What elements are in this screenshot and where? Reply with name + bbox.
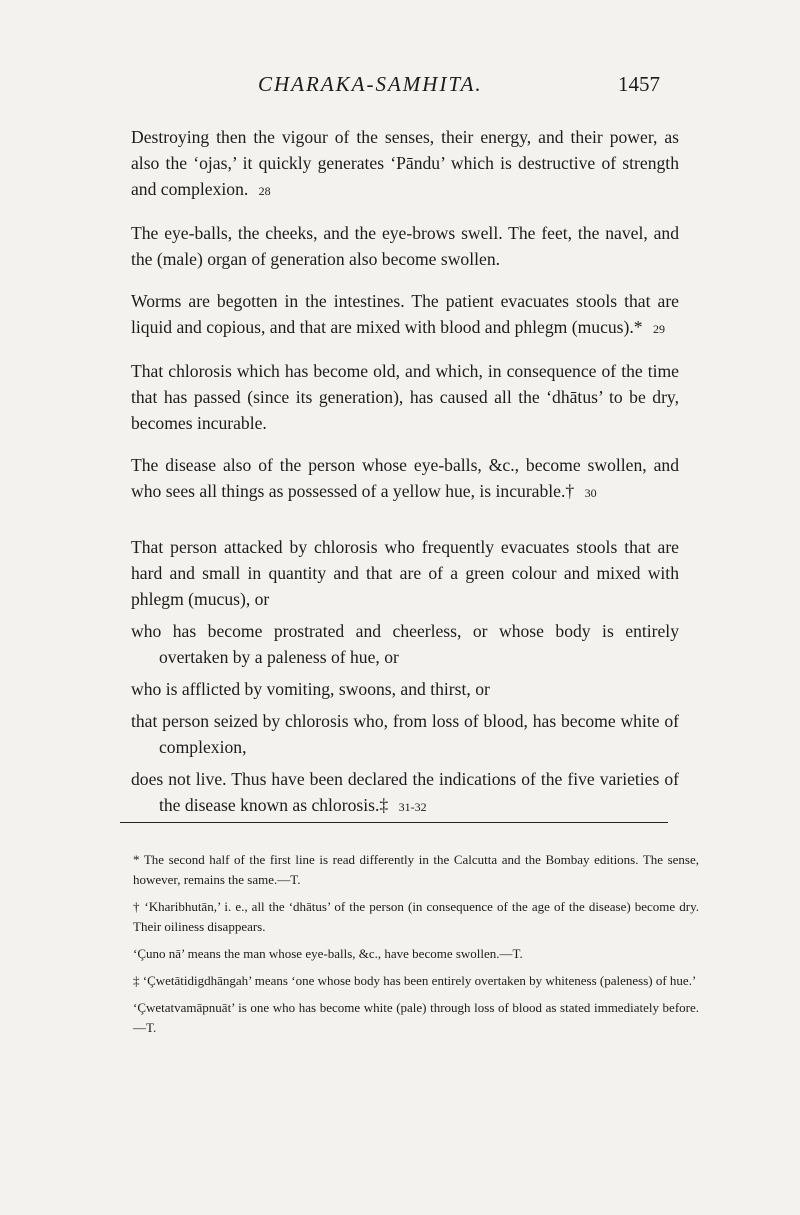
footnote: * The second half of the first line is read differently in the Calcutta and the Bombay editions. The sense, however, remains the same.—T. (133, 852, 699, 887)
page-number: 1457 (618, 72, 660, 96)
list-item (131, 766, 679, 820)
footnote: ‘Çuno nā’ means the man whose eye-balls, &c., have become swollen.—T. (133, 946, 523, 961)
paragraph-text: That person attacked by chlorosis who frequently evacuates stools that are hard and small in quantity and that are of a green colour and mixed with phlegm (mucus), or (131, 537, 679, 609)
verse-number: 29 (653, 322, 665, 336)
verse-number: 28 (258, 184, 271, 198)
paragraph-text: The disease also of the person whose eye-balls, &c., become swollen, and who sees all things as possessed of a yellow hue, is incurable.† (131, 455, 679, 501)
paragraph-text: Worms are begotten in the intestines. The patient evacuates stools that are liquid and copious, and that are mixed with blood and phlegm (mucus).* (131, 291, 679, 337)
footnote: ‡ ‘Çwetātidigdhāngah’ means ‘one whose body has been entirely overtaken by whiteness (paleness) of hue.’ (133, 973, 697, 988)
footnote: ‘Çwetatvamāpnuāt’ is one who has become white (pale) through loss of blood as stated immediately before.—T. (133, 1000, 699, 1035)
page-header (0, 72, 800, 102)
verse-number: 31-32 (398, 800, 427, 814)
paragraph-text: Destroying then the vigour of the senses, their energy, and their power, as also the ‘ojas,’ it quickly generates ‘Pāndu’ which is destructive of strength and complexion. (131, 127, 679, 199)
paragraph (131, 452, 679, 506)
paragraph (131, 124, 679, 204)
paragraph (131, 288, 679, 342)
paragraph (131, 534, 679, 612)
main-text (131, 124, 679, 826)
list-item: who is afflicted by vomiting, swoons, and thirst, or (131, 679, 490, 699)
footnote: † ‘Kharibhutān,’ i. e., all the ‘dhātus’ of the person (in consequence of the age of the disease) become dry. Their oiliness disappears. (133, 899, 699, 934)
paragraph-text: That chlorosis which has become old, and which, in consequence of the time that has passed (since its generation), has caused all the ‘dhātus’ to be dry, becomes incurable. (131, 361, 679, 433)
footnotes (119, 850, 699, 1045)
list-item-text: does not live. Thus have been declared the indications of the five varieties of the disease known as chlorosis.‡ (131, 769, 679, 815)
paragraph (131, 358, 679, 436)
footnote-divider (120, 822, 668, 823)
list-item: who has become prostrated and cheerless, or whose body is entirely overtaken by a paleness of hue, or (131, 621, 679, 667)
paragraph (131, 220, 679, 272)
running-title: CHARAKA-SAMHITA. (258, 72, 483, 96)
verse-number: 30 (584, 486, 597, 500)
list-item: that person seized by chlorosis who, from loss of blood, has become white of complexion, (131, 711, 679, 757)
paragraph-text: The eye-balls, the cheeks, and the eye-brows swell. The feet, the navel, and the (male) organ of generation also become swollen. (131, 223, 679, 269)
